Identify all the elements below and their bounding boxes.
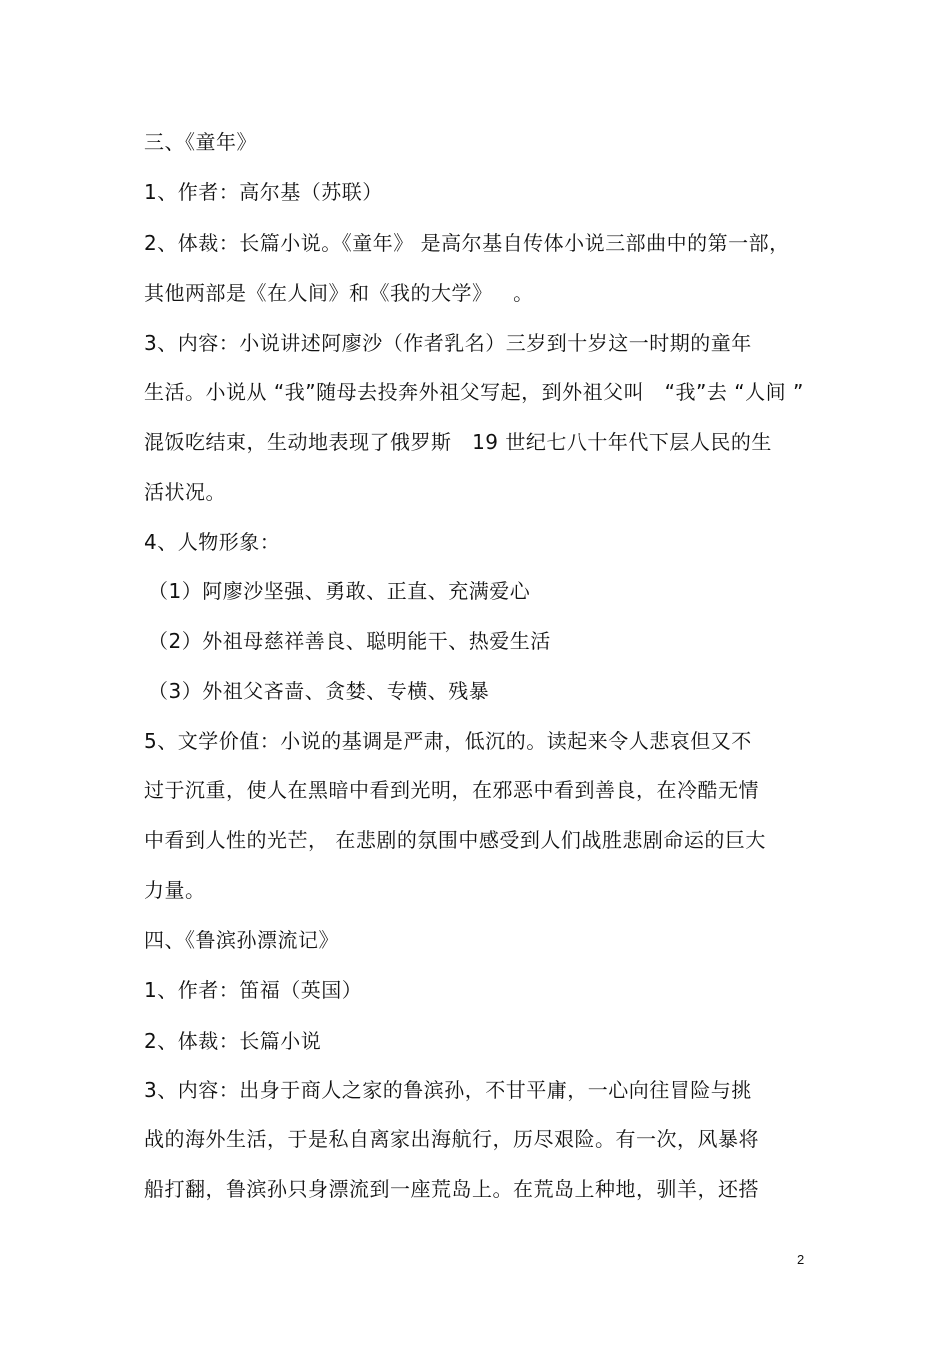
text-line: 2、体裁：长篇小说: [144, 1029, 322, 1053]
text-line: 2、体裁：长篇小说。《童年》 是高尔基自传体小说三部曲中的第一部，: [144, 231, 790, 255]
list-item: （1）阿廖沙坚强、勇敢、正直、充满爱心: [148, 579, 531, 603]
section-heading-childhood: 三、《童年》: [144, 130, 257, 154]
list-item: （2）外祖母慈祥善良、聪明能干、热爱生活: [148, 629, 551, 653]
text-line: 1、作者：高尔基（苏联）: [144, 180, 383, 204]
text-line: 5、文学价值：小说的基调是严肃，低沉的。读起来令人悲哀但又不: [144, 729, 752, 753]
text-line: 生活。小说从 “我”随母去投奔外祖父写起，到外祖父叫 “我”去 “人间 ”: [144, 380, 804, 404]
text-line: 其他两部是《在人间》和《我的大学》 。: [144, 281, 534, 305]
list-item: （3）外祖父吝啬、贪婪、专横、残暴: [148, 679, 490, 703]
page-number: 2: [797, 1252, 805, 1267]
text-line: 3、内容：小说讲述阿廖沙（作者乳名）三岁到十岁这一时期的童年: [144, 331, 752, 355]
text-line: 3、内容：出身于商人之家的鲁滨孙，不甘平庸，一心向往冒险与挑: [144, 1078, 752, 1102]
text-line: 战的海外生活，于是私自离家出海航行，历尽艰险。有一次，风暴将: [144, 1127, 759, 1151]
text-line: 混饭吃结束，生动地表现了俄罗斯 19 世纪七八十年代下层人民的生: [144, 430, 772, 454]
text-line: 中看到人性的光芒， 在悲剧的氛围中感受到人们战胜悲剧命运的巨大: [144, 828, 766, 852]
text-line: 过于沉重，使人在黑暗中看到光明，在邪恶中看到善良，在冷酷无情: [144, 778, 759, 802]
text-line: 1、作者：笛福（英国）: [144, 978, 363, 1002]
text-line: 船打翻，鲁滨孙只身漂流到一座荒岛上。在荒岛上种地，驯羊，还搭: [144, 1177, 759, 1201]
text-line: 活状况。: [144, 480, 226, 504]
text-line: 力量。: [144, 878, 206, 902]
section-heading-robinson-crusoe: 四、《鲁滨孙漂流记》: [144, 928, 339, 952]
text-line: 4、人物形象：: [144, 530, 281, 554]
